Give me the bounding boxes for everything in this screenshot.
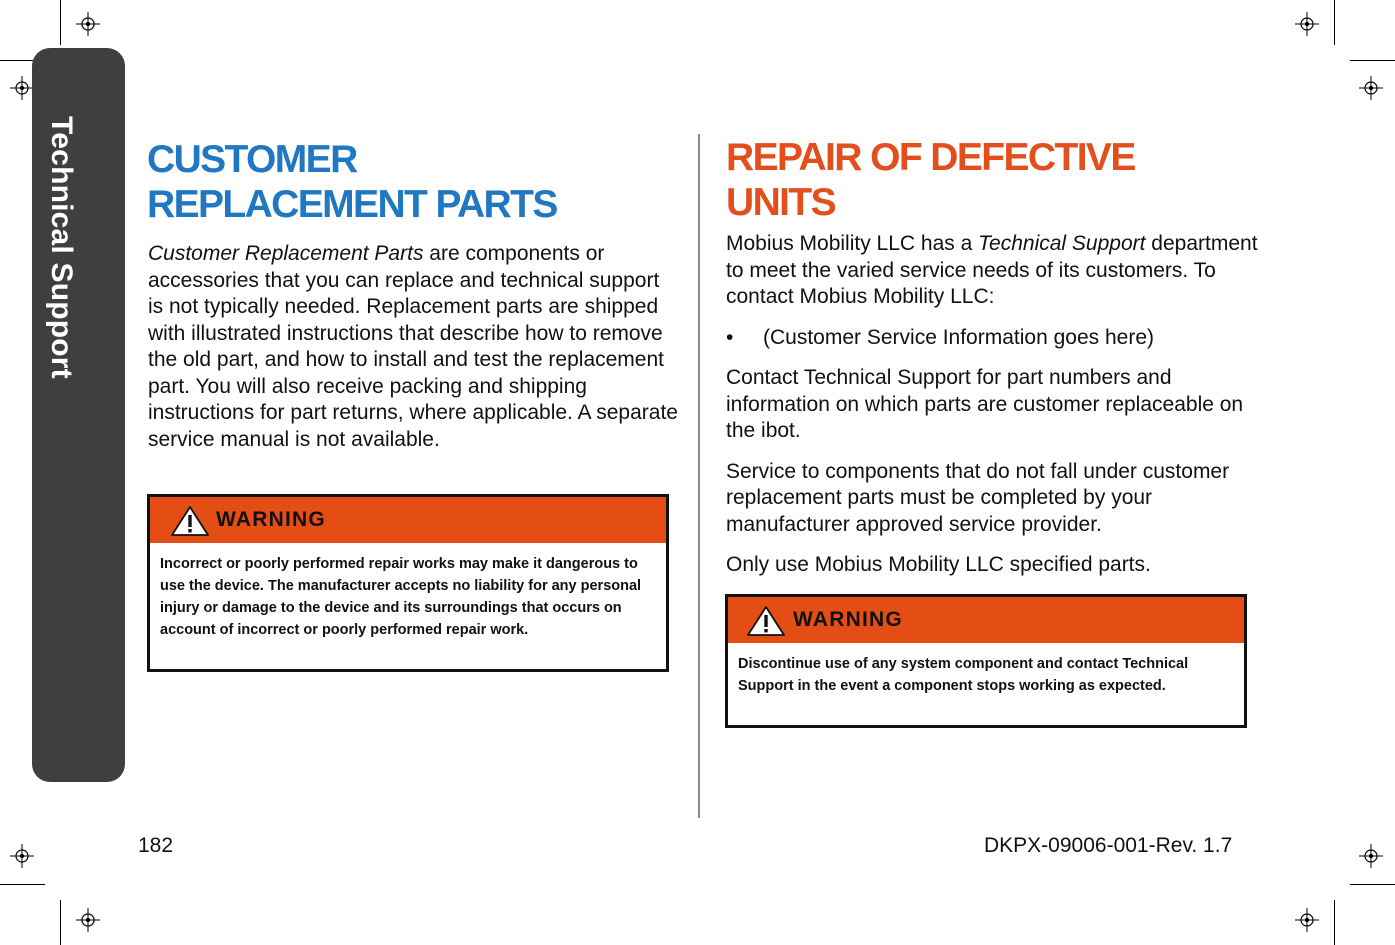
- discontinue-use-warning-box: [725, 594, 1247, 728]
- intro-italic: Customer Replacement Parts: [148, 242, 424, 265]
- heading-line: REPLACEMENT PARTS: [147, 183, 557, 226]
- crop-mark: [60, 900, 61, 945]
- service-provider-paragraph: Service to components that do not fall under customer replacement parts must be completed by your manufacturer approved service provider.: [726, 459, 1230, 536]
- column-divider: [698, 134, 700, 818]
- crop-mark: [60, 0, 61, 45]
- bullet-icon: •: [726, 325, 734, 349]
- customer-service-bullet: [726, 325, 1266, 352]
- technical-support-italic: Technical Support: [978, 232, 1146, 255]
- specified-parts-paragraph: Only use Mobius Mobility LLC specified parts.: [726, 553, 1151, 576]
- warning-title: WARNING: [793, 608, 903, 631]
- intro-rest: are components or accessories that you can replace and technical support is not typically needed. Replacement parts are shipped with illustrated instructions that describe how to remove the old part, and how to install and test the replacement part. You will also receive packing and shipping instructions for part returns, where applicable. A separate service manual is not available.: [148, 242, 678, 451]
- registration-target-icon: [76, 12, 100, 36]
- section-side-tab-label: Technical Support: [45, 116, 78, 379]
- para-start: Mobius Mobility LLC has a: [726, 232, 979, 255]
- registration-target-icon: [1295, 12, 1319, 36]
- warning-triangle-icon: [170, 505, 210, 537]
- repair-warning-box: [147, 494, 669, 672]
- crop-mark: [1350, 60, 1395, 61]
- registration-target-icon: [1359, 76, 1383, 100]
- registration-target-icon: [1359, 844, 1383, 868]
- repair-defective-units-heading: [726, 135, 1135, 225]
- heading-line: CUSTOMER: [147, 138, 357, 181]
- bullet-text: (Customer Service Information goes here): [763, 325, 1154, 349]
- page-number: 182: [138, 834, 174, 857]
- heading-line: REPAIR OF DEFECTIVE: [726, 136, 1135, 179]
- warning-title: WARNING: [216, 508, 326, 531]
- registration-target-icon: [1295, 908, 1319, 932]
- crop-mark: [1334, 900, 1335, 945]
- warning-header: [728, 597, 1244, 643]
- registration-target-icon: [10, 844, 34, 868]
- crop-mark: [0, 884, 45, 885]
- registration-target-icon: [10, 76, 34, 100]
- customer-replacement-parts-heading: [147, 137, 557, 227]
- warning-header: [150, 497, 666, 543]
- technical-support-paragraph: [726, 231, 1266, 311]
- crop-mark: [1334, 0, 1335, 45]
- heading-line: UNITS: [726, 181, 836, 224]
- warning-text: Incorrect or poorly performed repair works may make it dangerous to use the device. The manufacturer accepts no liability for any personal injury or damage to the device and its surroundings that occurs on account of incorrect or poorly performed repair work.: [160, 556, 642, 638]
- warning-triangle-icon: [746, 605, 786, 637]
- customer-replacement-parts-text: [148, 241, 678, 453]
- warning-text: Discontinue use of any system component and contact Technical Support in the event a component stops working as expected.: [738, 656, 1189, 694]
- document-id: DKPX-09006-001-Rev. 1.7: [984, 834, 1233, 857]
- crop-mark: [1350, 884, 1395, 885]
- intro-paragraph: [148, 241, 678, 453]
- para-end: department to meet the varied service needs of its customers. To contact Mobius Mobility LLC:: [726, 232, 1258, 308]
- part-numbers-paragraph: Contact Technical Support for part numbers and information on which parts are customer replaceable on the ibot.: [726, 366, 1244, 442]
- repair-defective-units-text: [726, 231, 1266, 593]
- registration-target-icon: [76, 908, 100, 932]
